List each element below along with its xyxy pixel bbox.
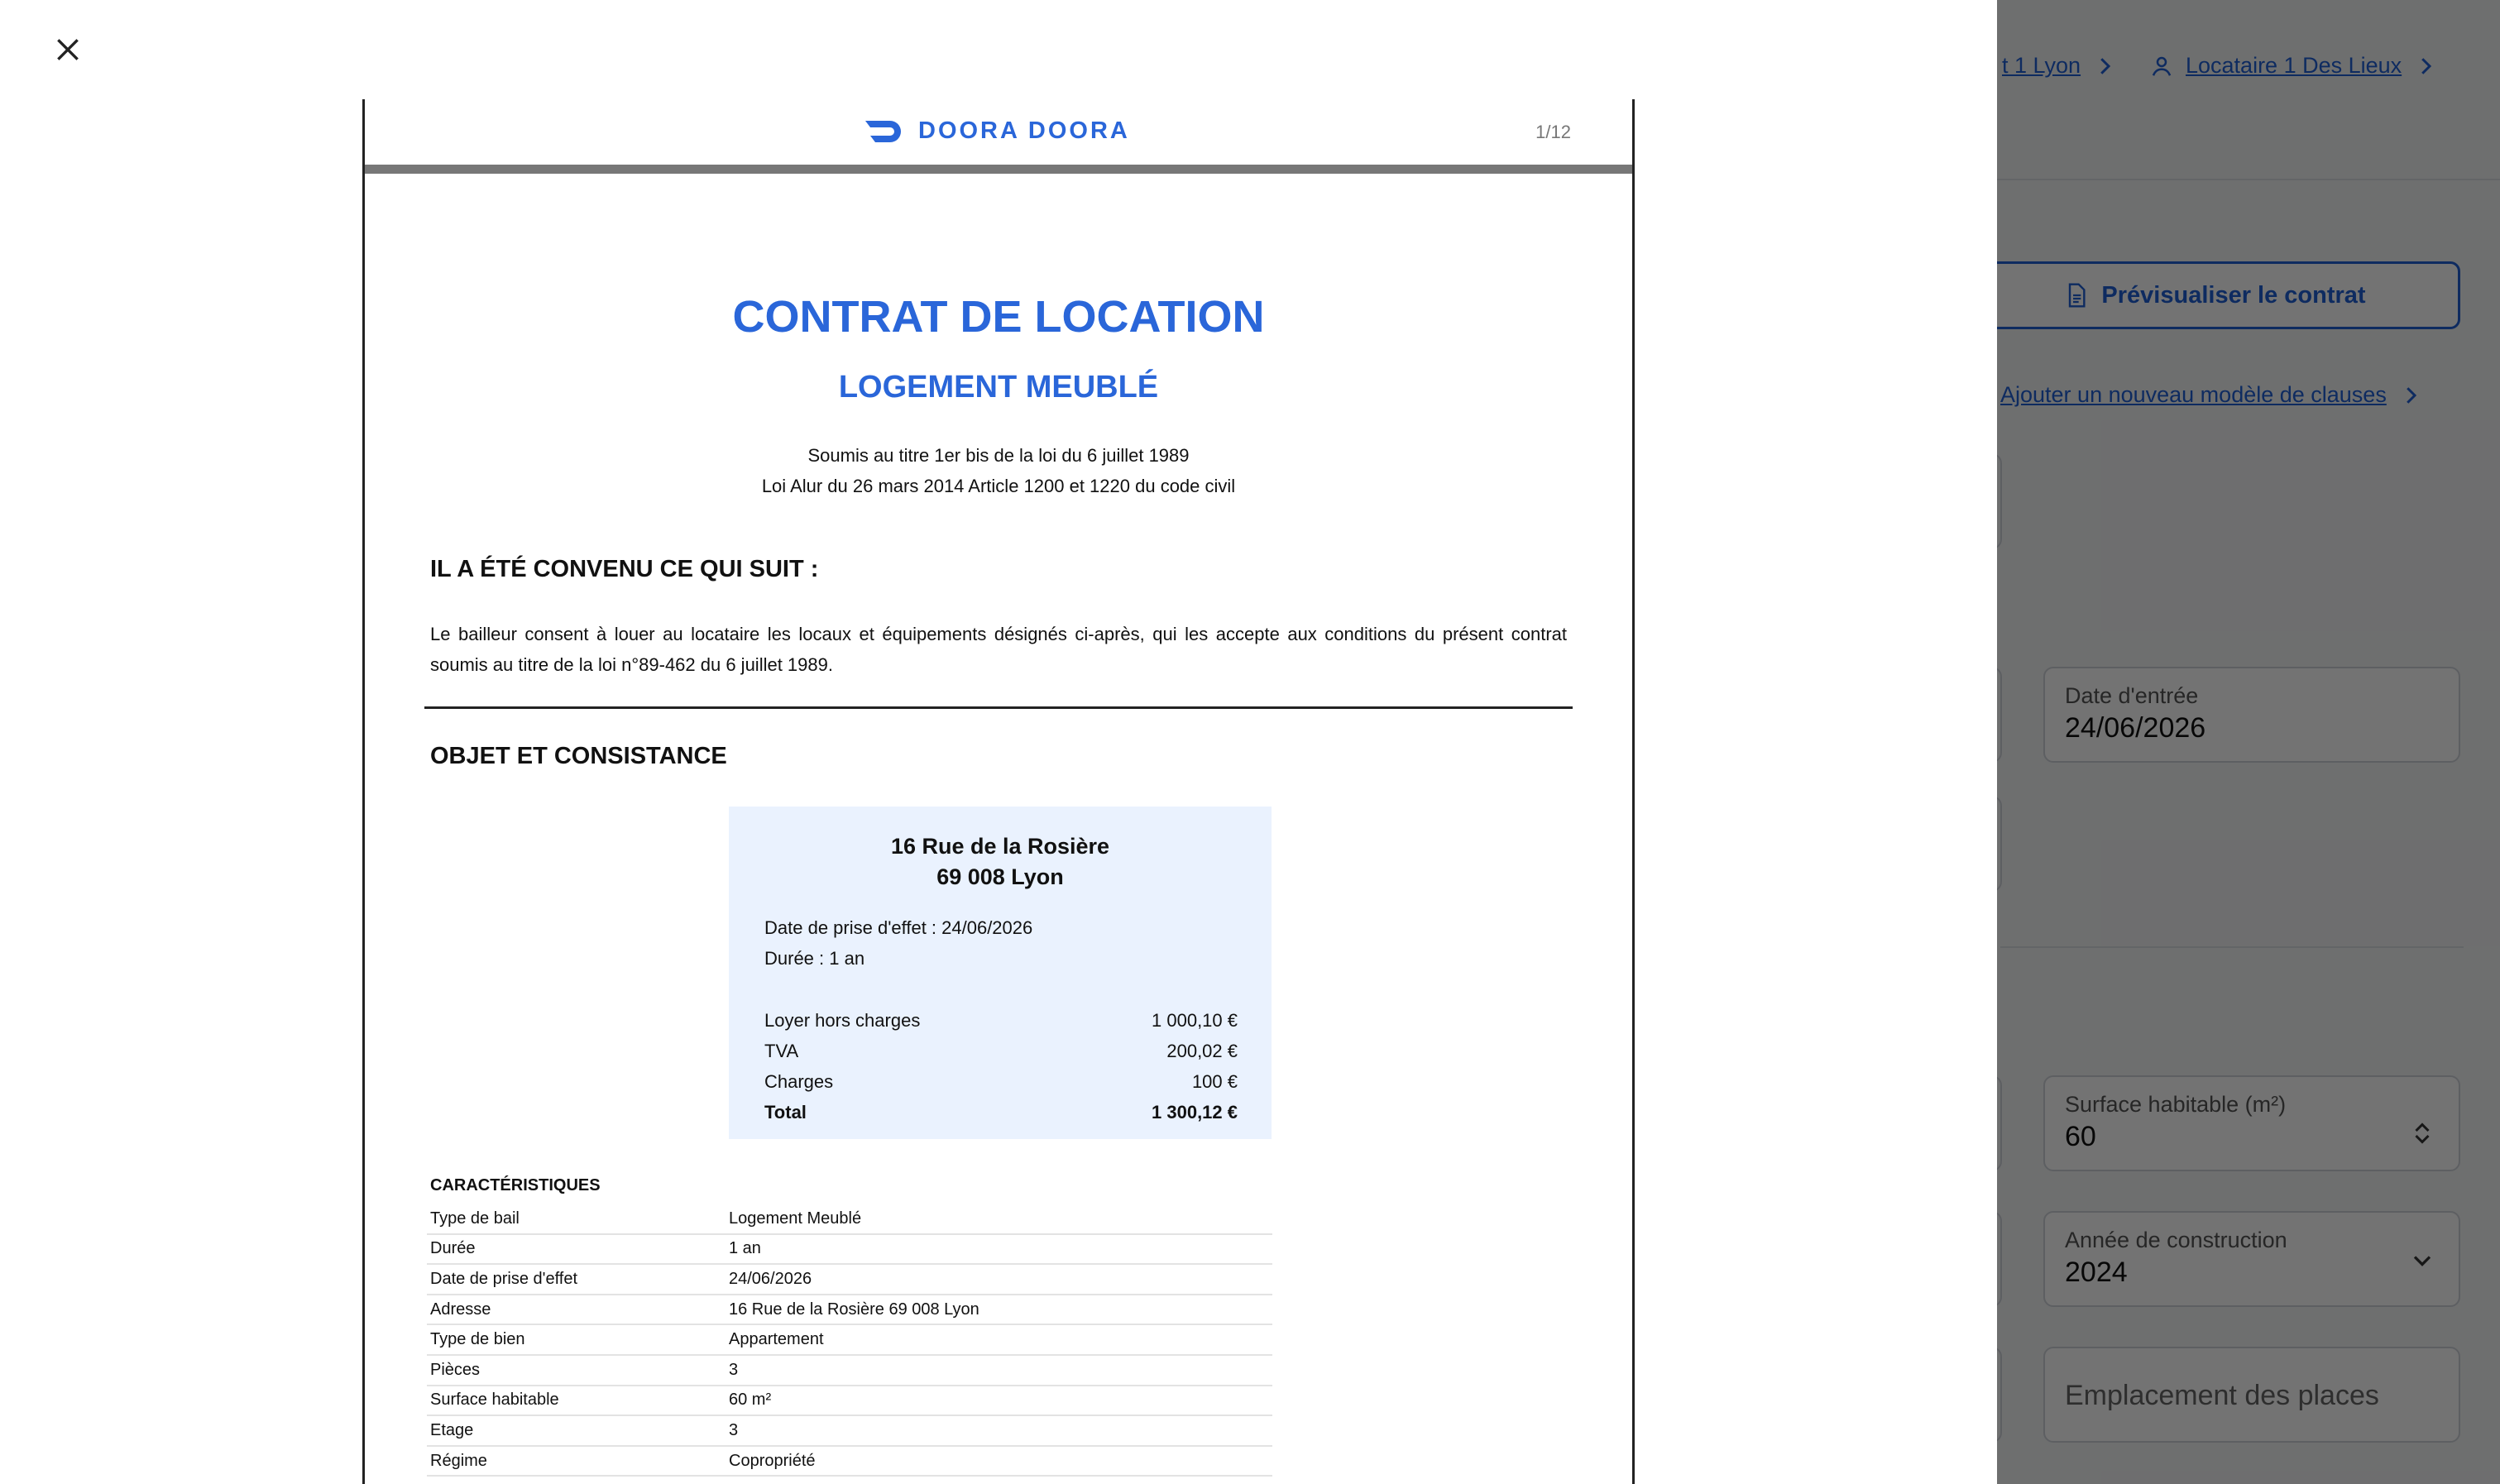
section-separator bbox=[424, 706, 1573, 709]
page-indicator: 1/12 bbox=[1535, 122, 1571, 142]
legal-references bbox=[365, 440, 1632, 501]
table-row: Pièces 3 bbox=[427, 1356, 1272, 1386]
amount-total-row: Total 1 300,12 € bbox=[764, 1102, 1238, 1123]
property-address bbox=[729, 831, 1272, 893]
legal-line: Loi Alur du 26 mars 2014 Article 1200 et 1220 du code civil bbox=[761, 476, 1236, 496]
characteristics-heading: CARACTÉRISTIQUES bbox=[430, 1176, 601, 1194]
object-heading: OBJET ET CONSISTANCE bbox=[430, 743, 727, 769]
contract-subtitle: LOGEMENT MEUBLÉ bbox=[838, 370, 1159, 405]
amount-row: Loyer hors charges 1 000,10 € bbox=[764, 1010, 1238, 1031]
agreement-text: Le bailleur consent à louer au locataire les locaux et équipements désignés ci-après, qui les accepte aux conditions du présent contrat soumis au titre de la loi n°89-462 du 6 juillet 1989. bbox=[430, 624, 1567, 675]
table-row: Durée 1 an bbox=[427, 1235, 1272, 1266]
table-row: Surface habitable 60 m² bbox=[427, 1386, 1272, 1417]
table-row: Date de prise d'effet 24/06/2026 bbox=[427, 1265, 1272, 1295]
table-row: Type de bien Appartement bbox=[427, 1325, 1272, 1356]
close-icon[interactable] bbox=[51, 33, 84, 66]
page-header bbox=[365, 99, 1632, 174]
brand-name: DOORA DOORA bbox=[918, 117, 1130, 144]
characteristics-table bbox=[427, 1204, 1272, 1477]
lease-duration: Durée : 1 an bbox=[764, 948, 865, 969]
table-row: Type de bail Logement Meublé bbox=[427, 1204, 1272, 1235]
amounts-list bbox=[764, 1010, 1238, 1132]
table-row: Etage 3 bbox=[427, 1416, 1272, 1447]
amount-row: TVA 200,02 € bbox=[764, 1041, 1238, 1061]
doora-logo-icon bbox=[865, 118, 910, 145]
effective-date: Date de prise d'effet : 24/06/2026 bbox=[764, 917, 1033, 938]
address-line: 16 Rue de la Rosière bbox=[890, 834, 1110, 859]
agreement-heading: IL A ÉTÉ CONVENU CE QUI SUIT : bbox=[430, 556, 819, 582]
lease-summary-box bbox=[729, 807, 1272, 1139]
brand-logo bbox=[865, 117, 1130, 145]
table-row: Adresse 16 Rue de la Rosière 69 008 Lyon bbox=[427, 1295, 1272, 1326]
legal-line: Soumis au titre 1er bis de la loi du 6 juillet 1989 bbox=[807, 445, 1190, 466]
table-row: Régime Copropriété bbox=[427, 1447, 1272, 1477]
contract-title: CONTRAT DE LOCATION bbox=[732, 292, 1265, 342]
address-line: 69 008 Lyon bbox=[936, 864, 1064, 889]
contract-page bbox=[362, 99, 1635, 1484]
amount-row: Charges 100 € bbox=[764, 1071, 1238, 1092]
